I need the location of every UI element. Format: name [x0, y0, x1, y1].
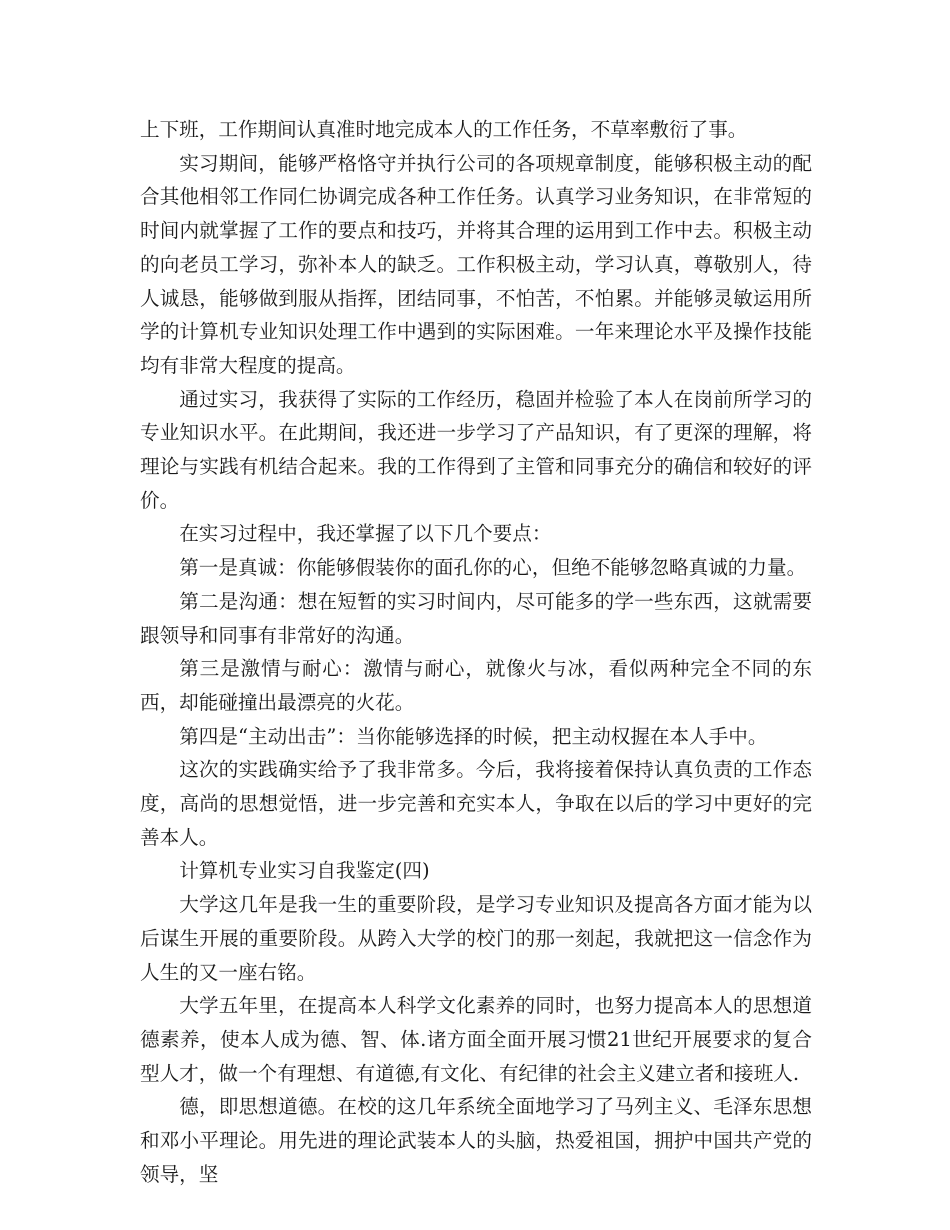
- paragraph: 实习期间，能够严格恪守并执行公司的各项规章制度，能够积极主动的配合其他相邻工作同仁协调完成各种工作任务。认真学习业务知识，在非常短的时间内就掌握了工作的要点和技巧，并将其合理的运用到工作中去。积极主动的向老员工学习，弥补本人的缺乏。工作积极主动，学习认真，尊敬别人，待人诚恳，能够做到服从指挥，团结同事，不怕苦，不怕累。并能够灵敏运用所学的计算机专业知识处理工作中遇到的实际困难。一年来理论水平及操作技能均有非常大程度的提高。: [140, 151, 812, 377]
- paragraph: 通过实习，我获得了实际的工作经历，稳固并检验了本人在岗前所学习的专业知识水平。在此期间，我还进一步学习了产品知识，有了更深的理解，将理论与实践有机结合起来。我的工作得到了主管和同事充分的确信和较好的评价。: [140, 387, 812, 512]
- list-item: 第一是真诚：你能够假装你的面孔你的心，但绝不能够忽略真诚的力量。: [179, 556, 807, 580]
- document-body: [140, 113, 812, 1192]
- list-item: 第二是沟通：想在短暂的实习时间内，尽可能多的学一些东西，这就需要跟领导和同事有非常好的沟通。: [140, 589, 812, 647]
- section-heading: 计算机专业实习自我鉴定(四): [179, 859, 430, 883]
- paragraph: 大学这几年是我一生的重要阶段，是学习专业知识及提高各方面才能为以后谋生开展的重要阶段。从跨入大学的校门的那一刻起，我就把这一信念作为人生的又一座右铭。: [140, 893, 812, 984]
- list-item: 第三是激情与耐心：激情与耐心，就像火与冰，看似两种完全不同的东西，却能碰撞出最漂亮的火花。: [140, 657, 812, 714]
- paragraph: 大学五年里，在提高本人科学文化素养的同时，也努力提高本人的思想道德素养，使本人成为德、智、体.诸方面全面开展习惯21世纪开展要求的复合型人才，做一个有理想、有道德,有文化、有纪律的社会主义建立者和接班人.: [140, 994, 812, 1085]
- paragraph: 上下班，工作期间认真准时地完成本人的工作任务，不草率敷衍了事。: [140, 118, 748, 141]
- paragraph: 德，即思想道德。在校的这几年系统全面地学习了马列主义、毛泽东思想和邓小平理论。用先进的理论武装本人的头脑，热爱祖国，拥护中国共产党的领导，坚: [140, 1095, 812, 1186]
- list-item: 第四是“主动出击”：当你能够选择的时候，把主动权握在本人手中。: [179, 724, 768, 748]
- paragraph: 在实习过程中，我还掌握了以下几个要点：: [179, 522, 552, 546]
- paragraph: 这次的实践确实给予了我非常多。今后，我将接着保持认真负责的工作态度，高尚的思想觉悟，进一步完善和充实本人，争取在以后的学习中更好的完善本人。: [140, 758, 812, 849]
